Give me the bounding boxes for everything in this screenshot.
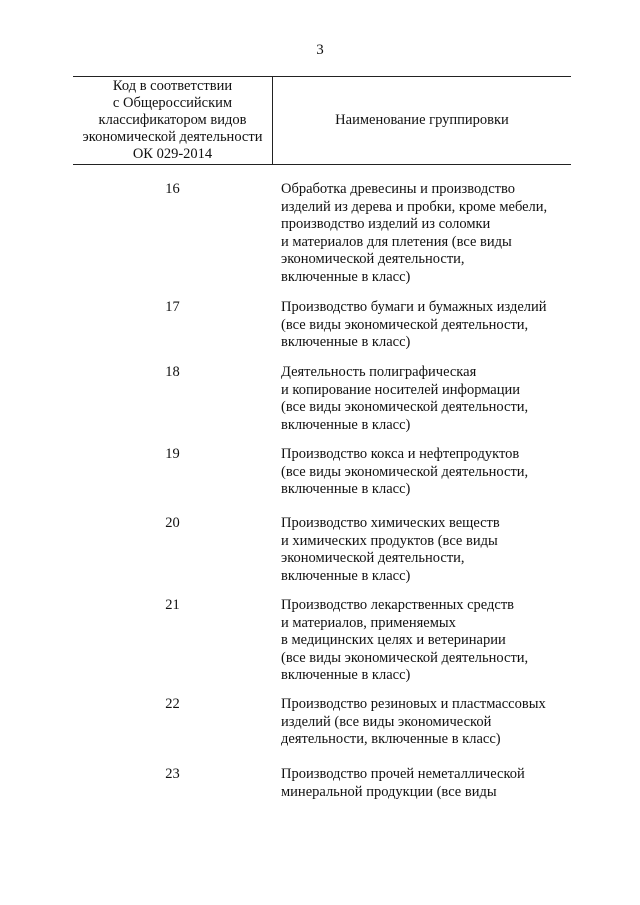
- table-row: [73, 766, 571, 801]
- row-name: Производство кокса и нефтепродуктов (все виды экономической деятельности, включенные в класс): [281, 446, 529, 497]
- table-row: [73, 299, 571, 352]
- row-code: 17: [165, 299, 180, 315]
- header-name-label: Наименование группировки: [335, 112, 509, 128]
- table-header: [73, 76, 571, 165]
- row-code: 20: [165, 515, 180, 531]
- row-code: 18: [165, 364, 180, 380]
- row-name: Производство лекарственных средств и материалов, применяемых в медицинских целях и ветеринарии (все виды экономической деятельности, включенные в класс): [281, 597, 529, 683]
- row-code: 22: [165, 696, 180, 712]
- row-code: 19: [165, 446, 180, 462]
- table-row: [73, 446, 571, 499]
- header-name-column: [273, 77, 571, 164]
- table-row: [73, 597, 571, 685]
- table-row: [73, 515, 571, 585]
- table-row: [73, 696, 571, 749]
- row-code: 16: [165, 181, 180, 197]
- row-name: Производство прочей неметаллической минеральной продукции (все виды: [281, 766, 525, 800]
- row-code: 21: [165, 597, 180, 613]
- header-code-label: Код в соответствии с Общероссийским классификатором видов экономической деятельности ОК 029-2014: [82, 78, 263, 162]
- row-code: 23: [165, 766, 180, 782]
- table-row: [73, 181, 571, 286]
- row-name: Производство бумаги и бумажных изделий (все виды экономической деятельности, включенные в класс): [281, 299, 547, 350]
- header-code-column: [73, 77, 273, 164]
- row-name: Производство химических веществ и химических продуктов (все виды экономической деятельности, включенные в класс): [281, 515, 500, 584]
- page-number: 3: [316, 42, 324, 58]
- table-row: [73, 364, 571, 434]
- row-name: Обработка древесины и производство изделий из дерева и пробки, кроме мебели, производство изделий из соломки и материалов для плетения (все виды экономической деятельности, включенные в класс): [281, 181, 548, 285]
- row-name: Производство резиновых и пластмассовых изделий (все виды экономической деятельности, включенные в класс): [281, 696, 546, 747]
- row-name: Деятельность полиграфическая и копирование носителей информации (все виды экономической деятельности, включенные в класс): [281, 364, 529, 433]
